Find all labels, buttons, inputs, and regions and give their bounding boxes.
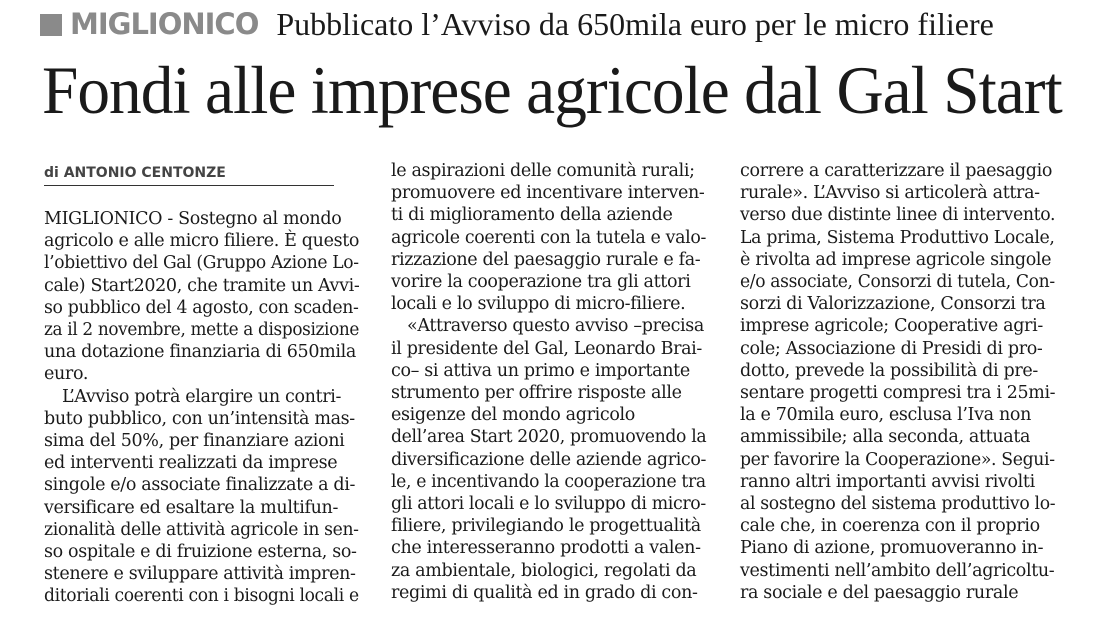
article-text-line: regimi di qualità ed in grado di con- [391, 582, 698, 603]
article-text-line: verso due distinte linee di intervento. [740, 205, 1056, 226]
article-text-line: versificare ed esaltare la multifun- [44, 497, 339, 518]
article-text-line: l’obiettivo del Gal (Gruppo Azione Lo- [44, 253, 359, 274]
article-text-line: rizzazione del paesaggio rurale e fa- [391, 249, 701, 270]
article-text-line: «Attraverso questo avviso –precisa [407, 316, 704, 337]
article-text-line: è rivolta ad imprese agricole singole [740, 249, 1052, 270]
article-text-line: ti di miglioramento della aziende [391, 205, 673, 226]
article-text-line: il presidente del Gal, Leonardo Brai- [391, 338, 702, 359]
article-text-line: vestimenti nell’ambito dell’agricoltu- [740, 560, 1055, 581]
article-text-line: co– si attiva un primo e importante [391, 360, 690, 381]
article-text-line: euro. [44, 364, 89, 385]
article-text-line: le aspirazioni delle comunità rurali; [391, 161, 695, 181]
article-text-line: e/o associate, Consorzi di tutela, Con- [740, 272, 1055, 292]
article-text-line: ra sociale e del paesaggio rurale [740, 582, 1019, 603]
article-text-line: promuovere ed incentivare interven- [391, 183, 705, 204]
article-headline: Fondi alle imprese agricole dal Gal Start [42, 52, 1062, 128]
article-text-line: gli attori locali e lo sviluppo di micro- [391, 494, 706, 514]
article-text-line: MIGLIONICO - Sostegno al mondo [44, 209, 342, 229]
article-text-line: agricole coerenti con la tutela e valo- [391, 227, 707, 248]
article-text-line: cale) Start2020, che tramite un Avvi- [44, 275, 360, 296]
article-text-line: correre a caratterizzare il paesaggio [740, 161, 1053, 181]
article-text-line: strumento per offrire risposte alle [391, 383, 682, 403]
article-text-line: zionalità delle attività agricole in sen- [44, 519, 359, 540]
section-kicker: MIGLIONICO [70, 7, 259, 41]
article-text-line: per favorire la Cooperazione». Segui- [740, 449, 1055, 470]
article-text-line: za il 2 novembre, mette a disposizione [44, 320, 360, 340]
article-text-line: singole e/o associate finalizzate a di- [44, 475, 356, 496]
article-text-line: sorzi di Valorizzazione, Consorzi tra [740, 294, 1046, 315]
article-text-line: ditoriali coerenti con i bisogni locali e [44, 586, 359, 607]
article-subtitle: Pubblicato l’Avviso da 650mila euro per le micro filiere [276, 5, 994, 42]
article-text-line: La prima, Sistema Produttivo Locale, [740, 227, 1055, 248]
article-text-line: stenere e sviluppare attività impren- [44, 564, 356, 585]
article-text-line: za ambientale, biologici, regolati da [391, 560, 697, 581]
article-text-line: rurale». L’Avviso si articolerà attra- [740, 183, 1040, 204]
article-text-line: la e 70mila euro, esclusa l’Iva non [740, 405, 1031, 426]
article-byline: di ANTONIO CENTONZE [44, 165, 334, 186]
article-text-line: diversificazione delle aziende agrico- [391, 449, 707, 470]
article-text-line: che interesseranno prodotti a valen- [391, 538, 701, 559]
article-text-line: sima del 50%, per finanziare azioni [44, 431, 345, 451]
article-text-line: al sostegno del sistema produttivo lo- [740, 494, 1056, 514]
article-text-line: le, e incentivando la cooperazione tra [391, 471, 706, 492]
article-text-line: dell’area Start 2020, promuovendo la [391, 427, 707, 448]
article-text-line: locali e lo sviluppo di micro-filiere. [391, 294, 686, 315]
article-text-line: so pubblico del 4 agosto, con scaden- [44, 297, 359, 318]
article-text-line: ranno altri importanti avvisi rivolti [740, 471, 1035, 492]
article-text-line: imprese agricole; Cooperative agri- [740, 316, 1043, 337]
section-header [40, 6, 994, 42]
article-text-line: agricolo e alle micro filiere. È questo [44, 231, 360, 252]
article-text-line: dotto, prevede la possibilità di pre- [740, 360, 1038, 381]
article-text-line: ammissibile; alla seconda, attuata [740, 427, 1031, 448]
article-text-line: cole; Associazione di Presidi di pro- [740, 338, 1043, 359]
article-text-line: L’Avviso potrà elargire un contri- [62, 386, 342, 407]
article-text-line: ed interventi realizzati da imprese [44, 453, 338, 474]
article-text-line: so ospitale e di fruizione esterna, so- [44, 542, 357, 562]
article-text-line: sentare progetti compresi tra i 25mi- [740, 383, 1056, 403]
article-text-line: filiere, privilegiando le progettualità [391, 516, 701, 537]
article-text-line: buto pubblico, con un’intensità mas- [44, 408, 355, 429]
article-text-line: cale che, in coerenza con il proprio [740, 516, 1040, 537]
article-text-line: una dotazione finanziaria di 650mila [44, 342, 356, 363]
section-square-icon [40, 14, 62, 36]
article-text-line: esigenze del mondo agricolo [391, 405, 635, 426]
article-text-line: Piano di azione, promuoveranno in- [740, 538, 1044, 559]
article-text-line: vorire la cooperazione tra gli attori [391, 272, 691, 292]
